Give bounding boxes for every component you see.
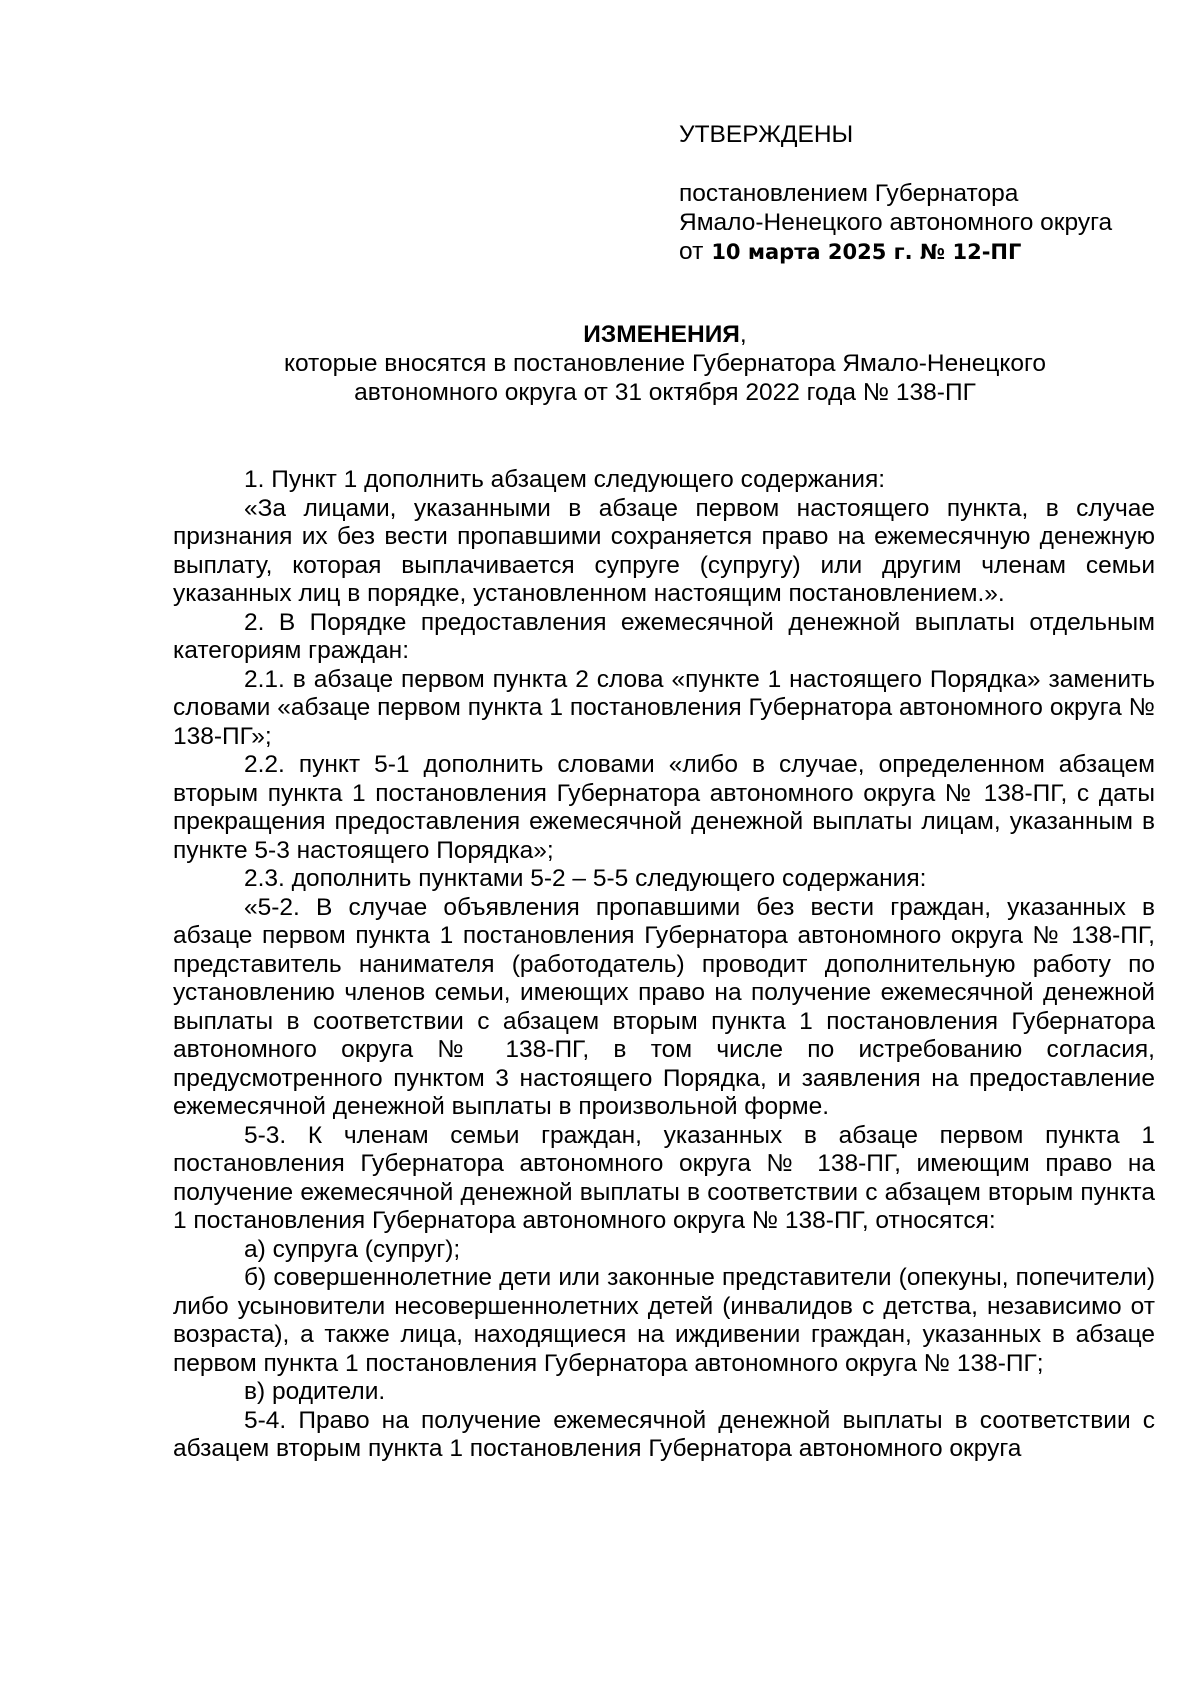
paragraph-8: 5-3. К членам семьи граждан, указанных в абзаце первом пункта 1 постановления Губернатора автономного округа № 138-ПГ, имеющим право на получение ежемесячной денежной выплаты в соответствии с абзацем вторым пункта 1 постановления Губернатора автономного округа № 138-ПГ, относятся: — [173, 1121, 1155, 1234]
approval-date-line — [679, 237, 1159, 267]
document-heading — [150, 320, 1180, 407]
paragraph-2: «За лицами, указанными в абзаце первом настоящего пункта, в случае признания их без вести пропавшими сохраняется право на ежемесячную денежную выплату, которая выплачивается супруге (супругу) или другим членам семьи указанных лиц в порядке, установленном настоящим постановлением.». — [173, 494, 1155, 607]
approval-prefix: от — [679, 238, 704, 265]
approval-date-number: 10 марта 2025 г. № 12-ПГ — [711, 240, 1022, 264]
approval-title: УТВЕРЖДЕНЫ — [679, 121, 854, 148]
approval-gap — [679, 149, 1159, 179]
paragraph-7: «5-2. В случае объявления пропавшими без вести граждан, указанных в абзаце первом пункта 1 постановления Губернатора автономного округа № 138-ПГ, представитель нанимателя (работодатель) проводит дополнительную работу по установлению членов семьи, имеющих право на получение ежемесячной денежной выплаты в соответствии с абзацем вторым пункта 1 постановления Губернатора автономного округа № 138-ПГ, в том числе по истребованию согласия, предусмотренного пунктом 3 настоящего Порядка, и заявления на предоставление ежемесячной денежной выплаты в произвольной форме. — [173, 893, 1155, 1120]
paragraph-3: 2. В Порядке предоставления ежемесячной денежной выплаты отдельным категориям граждан: — [173, 608, 1155, 664]
heading-subtitle-line-1: которые вносятся в постановление Губернатора Ямало-Ненецкого — [283, 350, 1047, 377]
paragraph-4: 2.1. в абзаце первом пункта 2 слова «пункте 1 настоящего Порядка» заменить словами «абзаце первом пункта 1 постановления Губернатора автономного округа № 138-ПГ»; — [173, 665, 1155, 750]
paragraph-1: 1. Пункт 1 дополнить абзацем следующего содержания: — [244, 466, 886, 493]
paragraph-5: 2.2. пункт 5-1 дополнить словами «либо в случае, определенном абзацем вторым пункта 1 постановления Губернатора автономного округа № 138-ПГ, с даты прекращения предоставления ежемесячной денежной выплаты лицам, указанным в пункте 5-3 настоящего Порядка»; — [173, 751, 1155, 864]
paragraph-10: б) совершеннолетние дети или законные представители (опекуны, попечители) либо усыновители несовершеннолетних детей (инвалидов с детства, независимо от возраста), а также лица, находящиеся на иждивении граждан, указанных в абзаце первом пункта 1 постановления Губернатора автономного округа № 138-ПГ; — [173, 1264, 1155, 1377]
paragraph-12: 5-4. Право на получение ежемесячной денежной выплаты в соответствии с абзацем вторым пункта 1 постановления Губернатора автономного округа — [173, 1406, 1155, 1462]
paragraph-11: в) родители. — [244, 1378, 386, 1405]
paragraph-6: 2.3. дополнить пунктами 5-2 – 5-5 следующего содержания: — [244, 865, 927, 892]
heading-title-suffix: , — [739, 321, 747, 348]
approval-line-1: постановлением Губернатора — [679, 180, 1019, 207]
heading-subtitle-line-2: автономного округа от 31 октября 2022 года № 138-ПГ — [354, 379, 976, 406]
document-body — [173, 466, 1155, 1464]
approval-line-2: Ямало-Ненецкого автономного округа — [679, 209, 1113, 236]
paragraph-9: а) супруга (супруг); — [244, 1235, 461, 1263]
heading-title: ИЗМЕНЕНИЯ — [583, 321, 740, 348]
heading-title-line — [150, 320, 1180, 349]
approval-block — [679, 120, 1159, 267]
